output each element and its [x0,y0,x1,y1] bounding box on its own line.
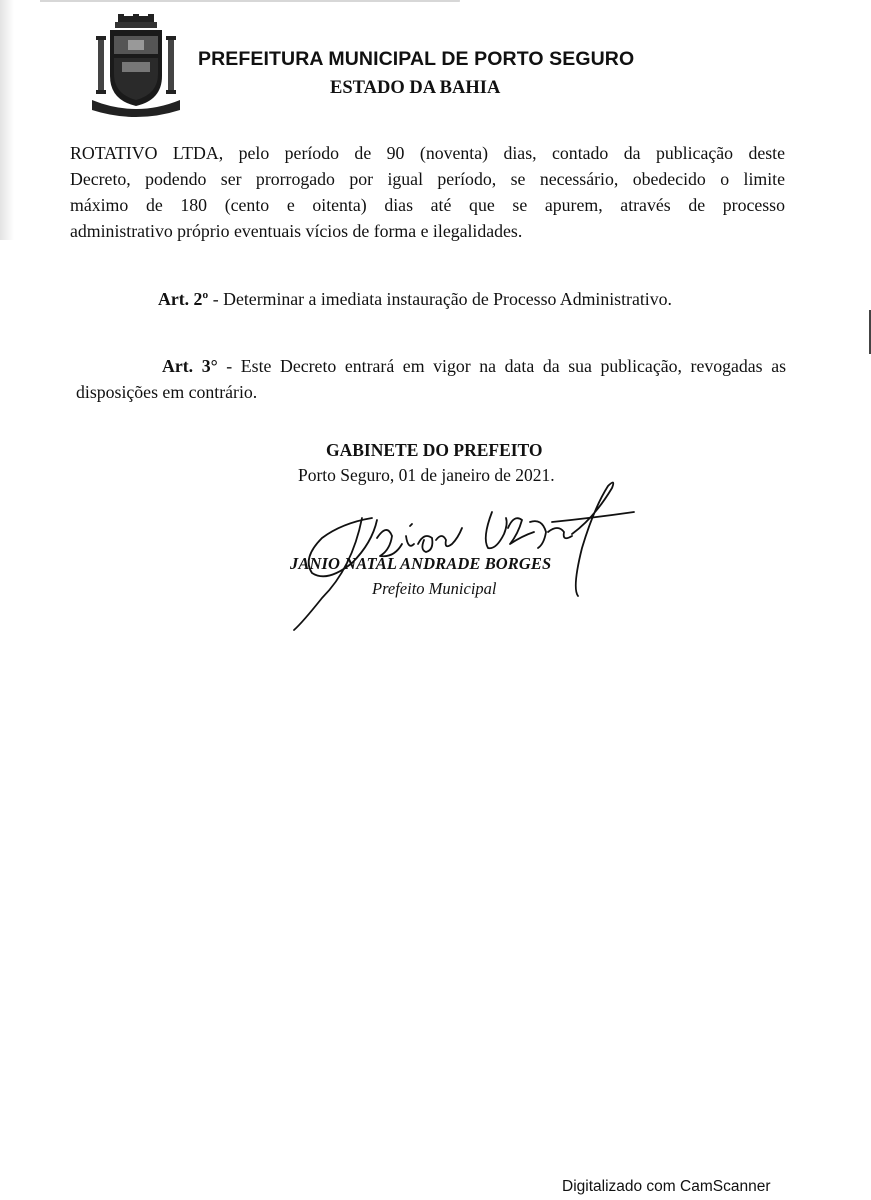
paragraph-line: administrativo próprio eventuais vícios de forma e ilegalidades. [70,221,523,241]
header-state: ESTADO DA BAHIA [330,78,501,98]
place-date: Porto Seguro, 01 de janeiro de 2021. [298,465,555,485]
signer-role: Prefeito Municipal [372,579,497,598]
article-2 [158,286,672,312]
article-3-line-1 [76,353,786,379]
scan-edge-left [0,0,14,240]
article-2-text: - Determinar a imediata instauração de Processo Administrativo. [208,289,672,309]
article-2-label: Art. 2º [158,289,209,309]
paragraph-line: ROTATIVO LTDA, pelo período de 90 (noventa) dias, contado da publicação deste [70,143,785,163]
paragraph-rotativo [70,140,785,244]
signer-name: JANIO NATAL ANDRADE BORGES [290,554,552,573]
scan-edge-top [40,0,460,10]
article-3-text-1: - Este Decreto entrará em vigor na data da sua publicação, revogadas as [217,356,787,376]
office-heading: GABINETE DO PREFEITO [326,440,543,460]
handwritten-signature [282,478,642,638]
paragraph-line: Decreto, podendo ser prorrogado por igual período, se necessário, obedecido o limite [70,169,785,189]
article-3 [76,353,786,405]
article-3-label: Art. 3° [162,356,218,376]
scanner-watermark: Digitalizado com CamScanner [562,1178,771,1195]
article-3-text-2: disposições em contrário. [76,382,258,402]
header-title: PREFEITURA MUNICIPAL DE PORTO SEGURO [198,48,635,70]
paragraph-line: máximo de 180 (cento e oitenta) dias até que se apurem, através de processo [70,195,785,215]
coat-of-arms-icon [88,14,184,118]
